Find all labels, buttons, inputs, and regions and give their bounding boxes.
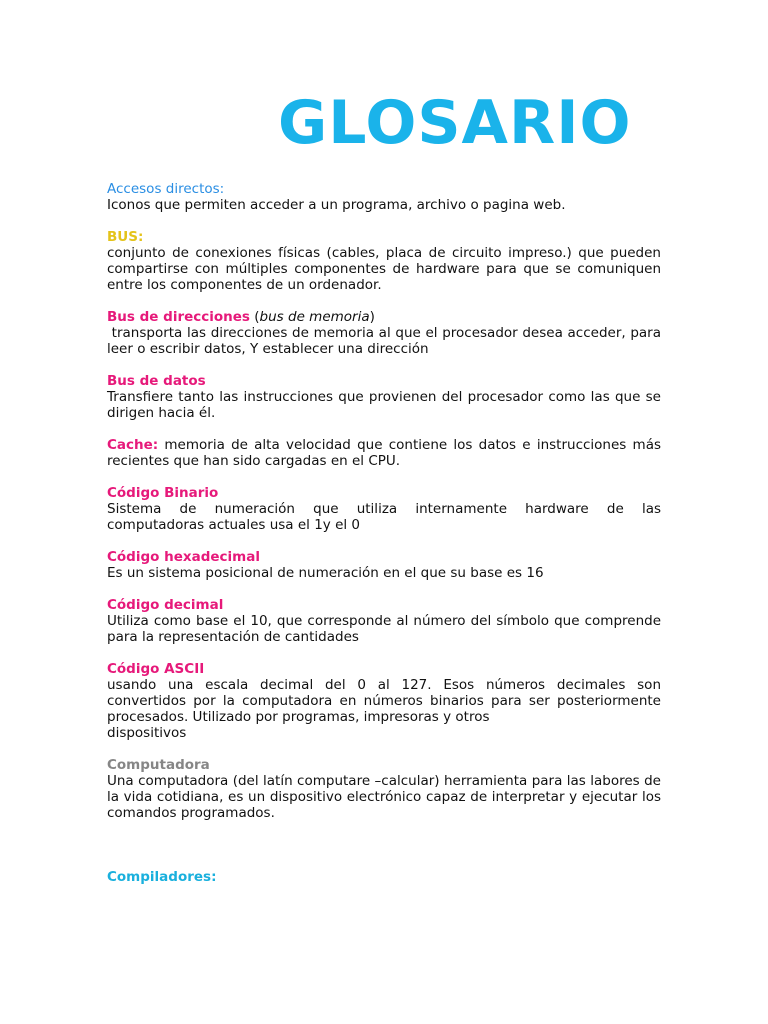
- glossary-term: Bus de direcciones: [107, 309, 250, 325]
- glossary-definition: Es un sistema posicional de numeración en el que su base es 16: [107, 565, 544, 581]
- glossary-entry-codigo-hexadecimal: [107, 549, 661, 581]
- glossary-entry-cache: [107, 437, 661, 469]
- glossary-definition-tail: dispositivos: [107, 725, 187, 741]
- glossary-entry-computadora: [107, 757, 661, 821]
- glossary-definition: Iconos que permiten acceder a un programa, archivo o pagina web.: [107, 197, 566, 213]
- glossary-term: Bus de datos: [107, 373, 206, 389]
- glossary-term: Código decimal: [107, 597, 224, 613]
- glossary-definition: memoria de alta velocidad que contiene los datos e instrucciones más recientes que han sido cargadas en el CPU.: [107, 437, 661, 469]
- glossary-definition: transporta las direcciones de memoria al que el procesador desea acceder, para leer o escribir datos, Y establecer una dirección: [107, 325, 666, 357]
- glossary-term-line: [107, 309, 661, 325]
- glossary-term: Código hexadecimal: [107, 549, 260, 565]
- glossary-term: Compiladores:: [107, 869, 217, 885]
- glossary-term: Cache:: [107, 437, 159, 453]
- glossary-entry-bus-datos: [107, 373, 661, 421]
- glossary-entry-compiladores: [107, 869, 661, 885]
- glossary-definition: Utiliza como base el 10, que corresponde al número del símbolo que comprende para la representación de cantidades: [107, 613, 661, 645]
- term-paren-close: ): [369, 309, 375, 325]
- glossary-definition: usando una escala decimal del 0 al 127. Esos números decimales son convertidos por la computadora en números binarios para ser posteriormente procesados. Utilizado por programas, impresoras y otros: [107, 677, 661, 725]
- glossary-definition: Una computadora (del latín computare –calcular) herramienta para las labores de la vida cotidiana, es un dispositivo electrónico capaz de interpretar y ejecutar los comandos programados.: [107, 773, 661, 821]
- glossary-entry-bus-direcciones: [107, 309, 666, 357]
- glossary-content: [107, 181, 666, 885]
- page-title: GLOSARIO: [278, 88, 632, 158]
- term-paren-open: (: [249, 309, 260, 325]
- glossary-definition: conjunto de conexiones físicas (cables, placa de circuito impreso.) que pueden compartirse con múltiples componentes de hardware para que se comuniquen entre los componentes de un ordenador.: [107, 245, 661, 293]
- glossary-term: BUS:: [107, 229, 144, 245]
- glossary-term: Código ASCII: [107, 661, 205, 677]
- glossary-term: Accesos directos:: [107, 181, 225, 197]
- glossary-term: Código Binario: [107, 485, 219, 501]
- glossary-entry-accesos-directos: [107, 181, 661, 213]
- glossary-definition-line: [107, 437, 661, 469]
- glossary-definition-line-1: Sistema de numeración que utiliza internamente hardware de las: [107, 501, 661, 517]
- glossary-entry-codigo-ascii: [107, 661, 661, 741]
- glossary-entry-bus: [107, 229, 661, 293]
- glossary-definition: Transfiere tanto las instrucciones que provienen del procesador como las que se dirigen hacia él.: [107, 389, 661, 421]
- glossary-term-alias: bus de memoria: [259, 309, 370, 325]
- glossary-entry-codigo-decimal: [107, 597, 661, 645]
- glossary-term: Computadora: [107, 757, 210, 773]
- glossary-entry-codigo-binario: [107, 485, 661, 533]
- glossary-definition-line-2: computadoras actuales usa el 1y el 0: [107, 517, 361, 533]
